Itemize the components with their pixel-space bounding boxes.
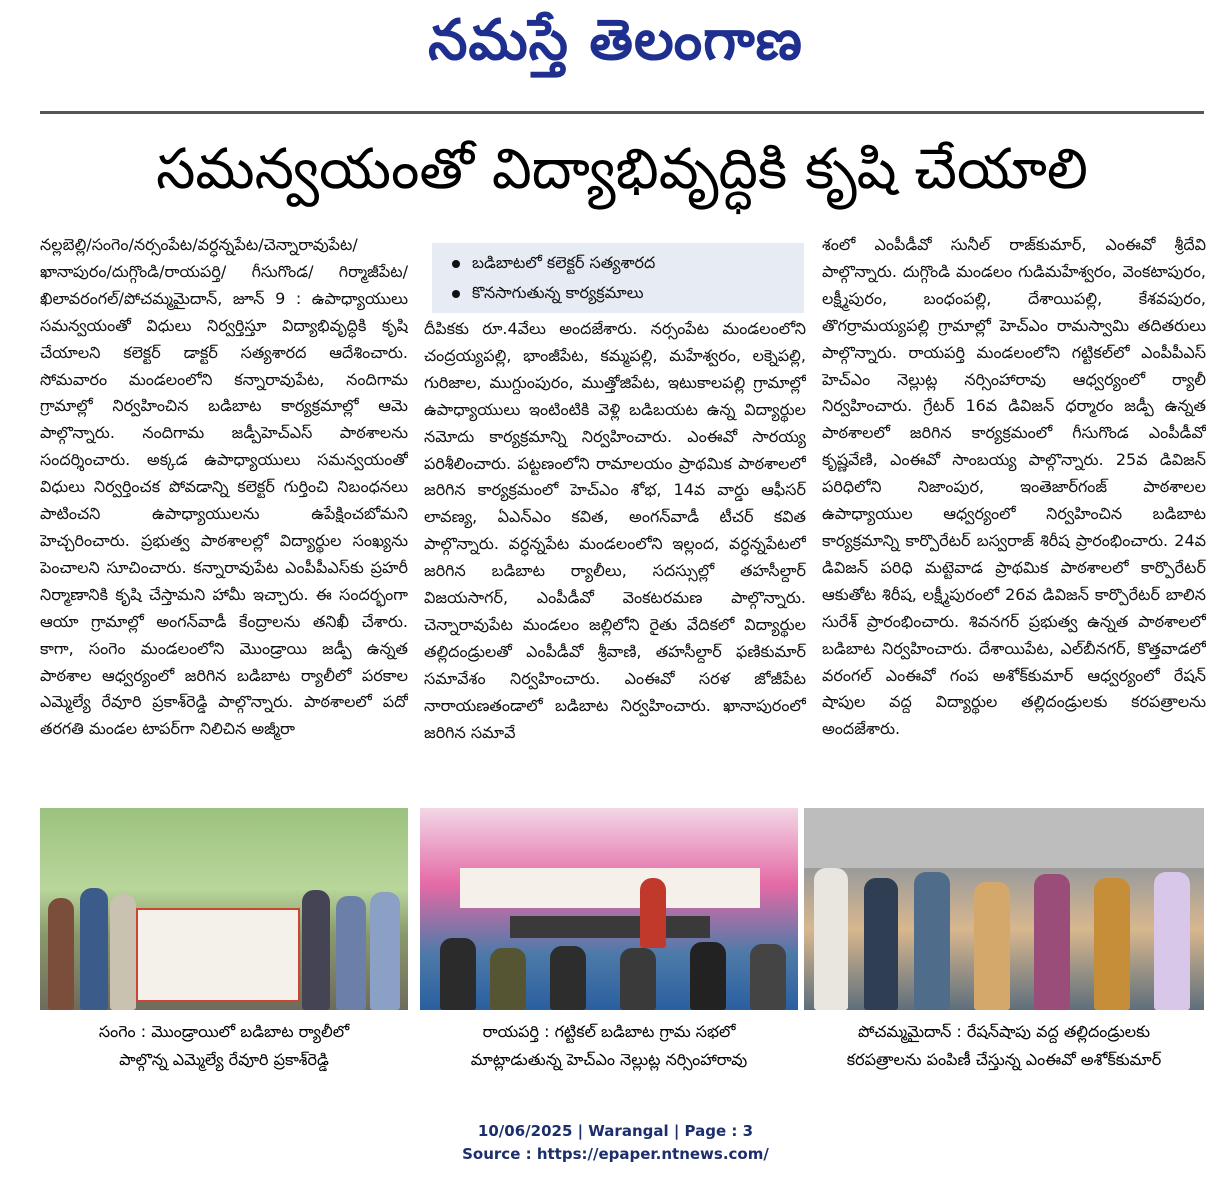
caption-line: పోచమ్మమైదాన్ : రేషన్‌షాపు వద్ద తల్లిదండ్రులకు (857, 1022, 1151, 1041)
article-text-col2: దీపికకు రూ.4వేలు అందజేశారు. నర్సంపేట మండలంలోని చంద్రయ్యపల్లి, భాంజీపేట, కమ్మపల్లి, మహేశ్వరం, లక్నెపల్లి, గురిజాల, ముగ్దుంపురం, ముత్తోజిపేట, ఇటుకాలపల్లి గ్రామాల్లో ఉపాధ్యాయులు ఇంటింటికి వెళ్లి బడిబయట ఉన్న విద్యార్థుల నమోదు కార్యక్రమాన్ని నిర్వహించారు. ఎంఈవో సారయ్య పరిశీలించారు. పట్టణంలోని రామాలయం ప్రాథమిక పాఠశాలలో జరిగిన కార్యక్రమంలో హెచ్ఎం శోభ, 14వ వార్డు ఆఫీసర్ లావణ్య, ఏఎన్ఎం కవిత, అంగన్‌వాడీ టీచర్ కవిత పాల్గొన్నారు. వర్ధన్నపేట మండలంలోని ఇల్లంద, వర్ధన్నపేటలో జరిగిన బడిబాట ర్యాలీలు, సదస్సుల్లో తహసీల్దార్ విజయసాగర్, ఎంపీడీవో వెంకటరమణ పాల్గొన్నారు. చెన్నారావుపేట మండలం జల్లిలోని రైతు వేదికలో విద్యార్థుల తల్లిదండ్రులతో ఎంపీడీవో శ్రీవాణి, తహసీల్దార్ ఫణికుమార్ సమావేశం నిర్వహించారు. ఎంఈవో సరళ జోజీపేట నారాయణతండాలో బడిబాట నిర్వహించారు. ఖానాపురంలో జరిగిన సమావే (424, 319, 806, 742)
article-column-3 (822, 232, 1206, 788)
article-text-col3: శంలో ఎంపీడీవో సునీల్ రాజ్‌కుమార్, ఎంఈవో శ్రీదేవి పాల్గొన్నారు. దుగ్గొండి మండలం గుడిమహేశ్వరం, వెంకటాపురం, లక్ష్మీపురం, బంధంపల్లి, దేశాయిపల్లి, కేశవపురం, తొగర్రామయ్యపల్లి గ్రామాల్లో హెచ్ఎం రామస్వామి తదితరులు పాల్గొన్నారు. రాయపర్తి మండలంలోని గట్టికల్‌లో ఎంపీపీఎస్ హెచ్ఎం నెల్లుట్ల నర్సింహారావు ఆధ్వర్యంలో ర్యాలీ నిర్వహించారు. గ్రేటర్ 16వ డివిజన్ ధర్మారం జడ్పీ ఉన్నత పాఠశాలలో జరిగిన కార్యక్రమంలో గీసుగొండ ఎంపీడీవో కృష్ణవేణి, ఎంఈవో సాంబయ్య పాల్గొన్నారు. 25వ డివిజన్ పరిధిలోని నిజాంపుర, ఇంతెజార్‌గంజ్ పాఠశాలల ఉపాధ్యాయుల ఆధ్వర్యంలో నిర్వహించిన బడిబాట కార్యక్రమాన్ని కార్పొరేటర్ బస్వరాజ్ శిరీష ప్రారంభించారు. 24వ డివిజన్ పరిధి మట్టెవాడ ప్రాథమిక పాఠశాలలో కార్పొరేటర్ ఆకుతోట శిరీష, లక్ష్మీపురంలో 26వ డివిజన్ కార్పొరేటర్ బాలిన సురేశ్ ప్రారంభించారు. శివనగర్ ప్రభుత్వ ఉన్నత పాఠశాలలో బడిబాట నిర్వహించారు. దేశాయిపేట, ఎల్‌బీనగర్, కొత్తవాడలో వరంగల్ ఎంఈవో గంప అశోక్‌కుమార్ ఆధ్వర్యంలో రేషన్ షాపుల వద్ద విద్యార్థుల తల్లిదండ్రులకు కరపత్రాలను అందజేశారు. (822, 235, 1206, 739)
bullet-icon (452, 260, 460, 268)
highlights-box (432, 243, 804, 313)
photo-caption-2 (420, 1018, 798, 1074)
caption-line: మాట్లాడుతున్న హెచ్ఎం నెల్లుట్ల నర్సింహారావు (470, 1050, 748, 1069)
footer-edition-info: 10/06/2025 | Warangal | Page : 3 (477, 1122, 754, 1140)
footer-source-link[interactable]: Source : https://epaper.ntnews.com/ (462, 1145, 769, 1163)
highlight-item (452, 279, 644, 307)
photo-caption-3 (804, 1018, 1204, 1074)
caption-line: కరపత్రాలను పంపిణీ చేస్తున్న ఎంఈవో అశోక్‌కుమార్ (846, 1050, 1162, 1069)
caption-line: రాయపర్తి : గట్టికల్ బడిబాట గ్రామ సభలో (482, 1022, 736, 1041)
article-column-2 (424, 316, 806, 804)
highlight-text: బడిబాటలో కలెక్టర్ సత్యశారద (472, 253, 656, 272)
masthead-logo: నమస్తే తెలంగాణ (428, 8, 803, 73)
highlight-text: కొనసాగుతున్న కార్యక్రమాలు (472, 283, 644, 302)
photo-ration-shop-pamphlets (804, 808, 1204, 1010)
article-headline: సమన్వయంతో విద్యాభివృద్ధికి కృషి చేయాలి (156, 137, 1088, 202)
highlight-item (452, 249, 655, 277)
photo-sangem-rally (40, 808, 408, 1010)
bullet-icon (452, 290, 460, 298)
photo-gattikal-meeting (420, 808, 798, 1010)
photo-caption-1 (40, 1018, 408, 1074)
caption-line: పాల్గొన్న ఎమ్మెల్యే రేవూరి ప్రకాశ్‌రెడ్డి (119, 1050, 329, 1069)
article-column-1 (40, 232, 408, 804)
article-text-col1: నల్లబెల్లి/సంగెం/నర్సంపేట/వర్ధన్నపేట/చెన్నారావుపేట/ఖానాపురం/దుగ్గొండి/రాయపర్తి/ గీసుగొండ/ గిర్మాజీపేట/ఖిలావరంగల్/పోచమ్మమైదాన్, జూన్ 9 : ఉపాధ్యాయులు సమన్వయంతో విధులు నిర్వర్తిస్తూ విద్యాభివృద్ధికి కృషి చేయాలని కలెక్టర్ డాక్టర్ సత్యశారద ఆదేశించారు. సోమవారం మండలంలోని కన్నారావుపేట, నందిగామ గ్రామాల్లో నిర్వహించిన బడిబాట కార్యక్రమాల్లో ఆమె పాల్గొన్నారు. నందిగామ జడ్పీహెచ్ఎస్ పాఠశాలను సందర్శించారు. అక్కడ ఉపాధ్యాయులు సమన్వయంతో విధులు నిర్వర్తించక పోవడాన్ని కలెక్టర్ గుర్తించి నిబంధనలు పాటించని ఉపాధ్యాయులను ఉపేక్షించబోమని హెచ్చరించారు. ప్రభుత్వ పాఠశాలల్లో విద్యార్థుల సంఖ్యను పెంచాలని సూచించారు. కన్నారావుపేట ఎంపీపీఎస్‌కు ప్రహరీ నిర్మాణానికి కృషి చేస్తామని హామీ ఇచ్చారు. ఈ సందర్భంగా ఆయా గ్రామాల్లో అంగన్‌వాడీ కేంద్రాలను తనిఖీ చేశారు. కాగా, సంగెం మండలంలోని మొండ్రాయి జడ్పీ ఉన్నత పాఠశాల ఆధ్వర్యంలో జరిగిన బడిబాట ర్యాలీలో పరకాల ఎమ్మెల్యే రేవూరి ప్రకాశ్‌రెడ్డి పాల్గొన్నారు. పాఠశాలలో పదో తరగతి మండల టాపర్‌గా నిలిచిన అజ్మీరా (40, 235, 408, 739)
caption-line: సంగెం : మొండ్రాయిలో బడిబాట ర్యాలీలో (98, 1022, 350, 1041)
masthead-divider (40, 111, 1204, 114)
